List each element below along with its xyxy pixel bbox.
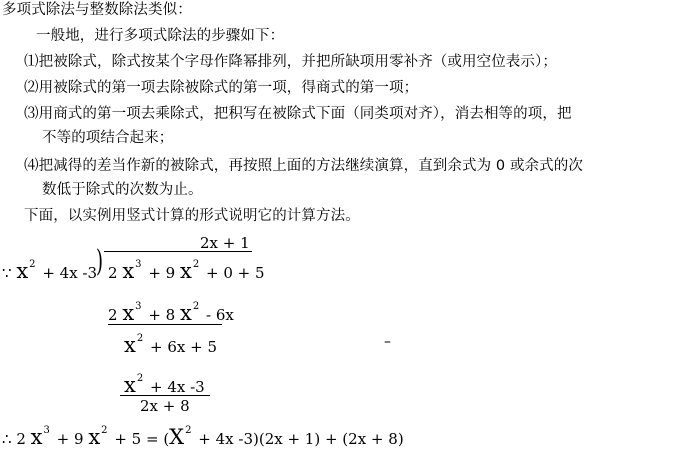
product2-e1: 2 bbox=[136, 373, 144, 384]
dividend-c1: 2 bbox=[108, 264, 118, 282]
dividend-e1: 3 bbox=[135, 259, 142, 270]
conclusion-c1: 2 bbox=[16, 430, 26, 448]
conclusion-row bbox=[2, 425, 404, 451]
stray-dash-mark: – bbox=[384, 334, 391, 350]
product1-rest: - 6x bbox=[206, 306, 234, 324]
step-2-text: ⑵用被除式的第一项去除被除式的第一项，得商式的第一项； bbox=[24, 80, 419, 96]
dividend-c2: + 9 bbox=[148, 264, 176, 282]
remainder1-rest: + 6x + 5 bbox=[150, 338, 217, 356]
because-symbol: ∵ bbox=[2, 264, 12, 282]
conclusion-v3: X bbox=[169, 425, 185, 449]
conclusion-e1: 3 bbox=[43, 425, 50, 436]
intro-text: 一般地，进行多项式除法的步骤如下： bbox=[36, 28, 285, 44]
step-3-text-line-2: 不等的项结合起来； bbox=[42, 130, 174, 146]
outro-text: 下面，以实例用竖式计算的形式说明它的计算方法。 bbox=[24, 208, 360, 224]
dividend-rest: + 0 + 5 bbox=[206, 264, 265, 282]
dividend-v2: x bbox=[180, 259, 192, 283]
divisor-rest: + 4x -3 bbox=[42, 264, 98, 282]
conclusion-c2: + 9 bbox=[56, 430, 84, 448]
conclusion-e3: 2 bbox=[185, 425, 192, 436]
step-3-text-line-1: ⑶用商式的第一项去乘除式，把积写在被除式下面（同类项对齐），消去相等的项，把 bbox=[24, 106, 572, 122]
division-vinculum bbox=[104, 251, 252, 252]
conclusion-e2: 2 bbox=[101, 425, 108, 436]
conclusion-tail: + 4x -3)(2x + 1) + (2x + 8) bbox=[198, 430, 404, 448]
step-4-text-line-1: ⑷把减得的差当作新的被除式，再按照上面的方法继续演算，直到余式为 0 或余式的次 bbox=[24, 158, 583, 174]
divisor-lead-exp: 2 bbox=[29, 259, 36, 270]
product2-v1: x bbox=[124, 373, 136, 397]
first-remainder-row bbox=[124, 333, 217, 359]
conclusion-v1: x bbox=[30, 425, 43, 449]
product1-v2: x bbox=[180, 301, 192, 325]
product1-e1: 3 bbox=[135, 301, 142, 312]
divisor-row bbox=[2, 259, 98, 285]
step-1-text: ⑴把被除式，除式按某个字母作降幂排列，并把所缺项用零补齐（或用空位表示）； bbox=[24, 54, 557, 70]
remainder1-e1: 2 bbox=[136, 333, 144, 344]
division-bracket: ) bbox=[96, 244, 104, 279]
product1-c2: + 8 bbox=[148, 306, 176, 324]
product2-rest: + 4x -3 bbox=[150, 378, 205, 396]
remainder1-v1: x bbox=[124, 333, 136, 357]
first-subtraction-line bbox=[108, 324, 222, 325]
divisor-lead-var: x bbox=[16, 259, 29, 283]
second-subtraction-line bbox=[120, 395, 210, 396]
product1-c1: 2 bbox=[108, 306, 118, 324]
dividend-row bbox=[108, 259, 265, 285]
dividend-e2: 2 bbox=[192, 259, 200, 270]
product1-e2: 2 bbox=[192, 301, 200, 312]
step-4-text-line-2: 数低于除式的次数为止。 bbox=[42, 182, 203, 198]
therefore-symbol: ∴ bbox=[2, 430, 12, 448]
final-remainder: 2x + 8 bbox=[140, 397, 190, 415]
heading-text: 多项式除法与整数除法类似： bbox=[2, 2, 192, 18]
conclusion-mid: + 5 = ( bbox=[114, 430, 170, 448]
conclusion-v2: x bbox=[88, 425, 101, 449]
quotient: 2x + 1 bbox=[200, 234, 250, 252]
dividend-v1: x bbox=[122, 259, 135, 283]
product1-v1: x bbox=[122, 301, 135, 325]
